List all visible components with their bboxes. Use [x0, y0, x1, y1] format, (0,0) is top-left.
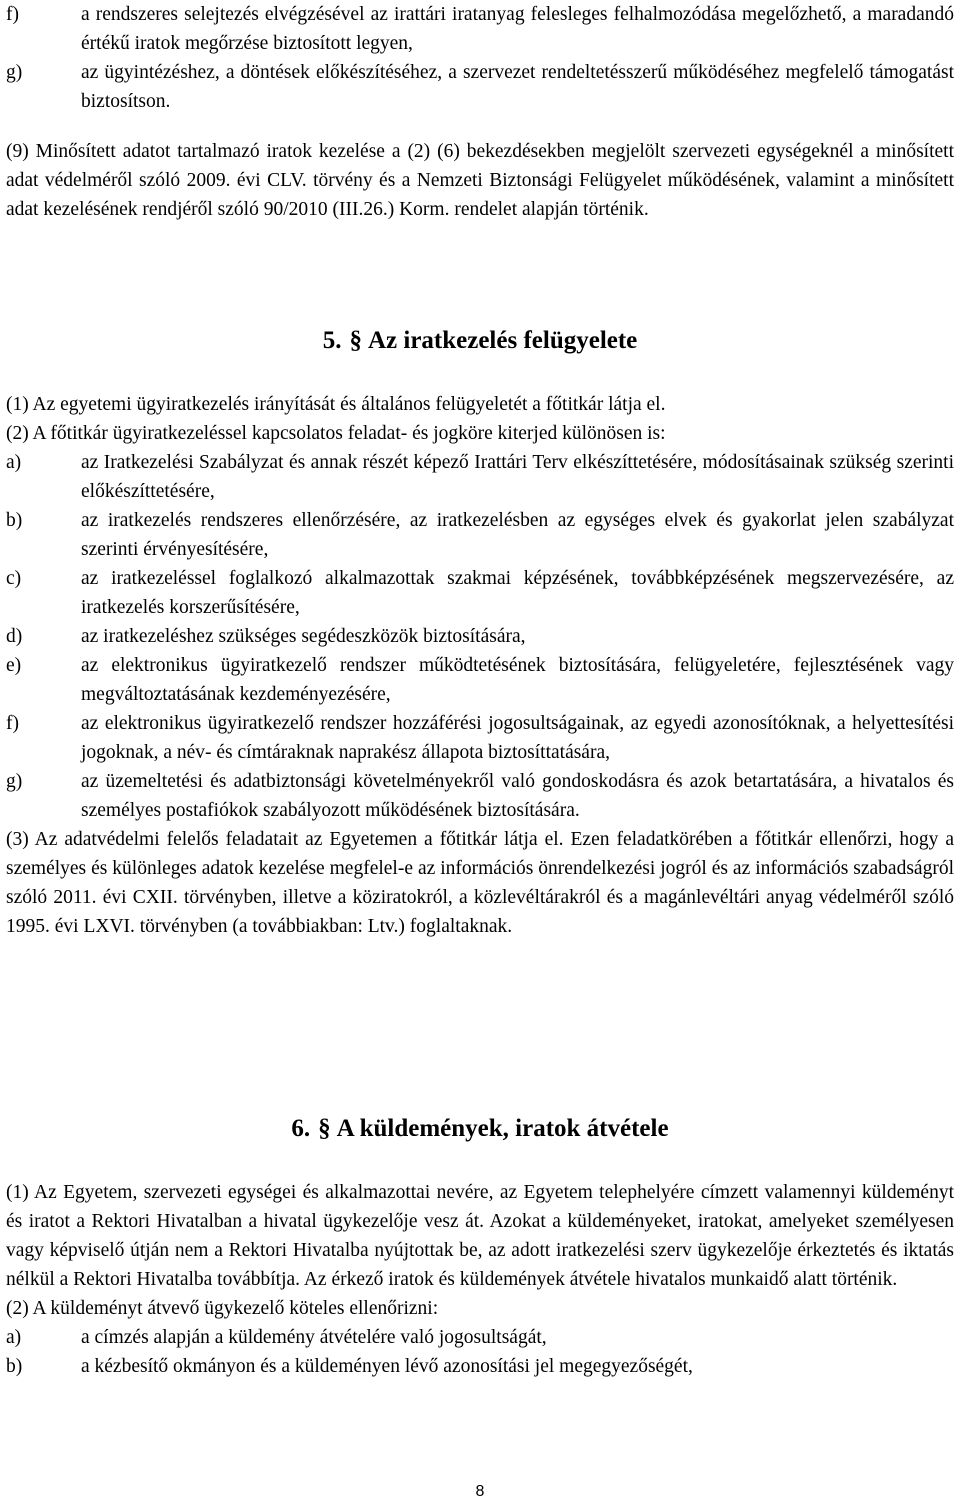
list-item [6, 564, 954, 622]
section-title: A küldemények, iratok átvétele [336, 1115, 669, 1142]
item-label: a) [6, 1327, 22, 1348]
item-text: az ügyintézéshez, a döntések előkészítéséhez, a szervezet rendeltetésszerű működéséhez megfelelő támogatást biztosítson. [81, 62, 954, 112]
item-text: az elektronikus ügyiratkezelő rendszer hozzáférési jogosultságainak, az egyedi azonosítóknak, a helyettesítési jogoknak, a név- és címtáraknak naprakész állapota biztosíttatására, [81, 713, 954, 763]
item-label: b) [6, 510, 23, 531]
item-text: a kézbesítő okmányon és a küldeményen lévő azonosítási jel megegyezőségét, [81, 1356, 693, 1377]
section-6-body [6, 1178, 954, 1381]
item-text: az iratkezeléssel foglalkozó alkalmazottak szakmai képzésének, továbbképzésének megszervezésére, az iratkezelés korszerűsítésére, [81, 568, 954, 618]
item-text: az üzemeltetési és adatbiztonsági követelményekről való gondoskodásra és azok betartatására, a hivatalos és személyes postafiókok szabályozott működésének biztosítására. [81, 771, 954, 821]
item-label: g) [6, 771, 23, 792]
section-5-paragraph-2: (2) A főtitkár ügyiratkezeléssel kapcsolatos feladat- és jogköre kiterjed különösen is: [6, 423, 666, 444]
item-label: b) [6, 1356, 23, 1377]
item-text: az iratkezeléshez szükséges segédeszközök biztosítására, [81, 626, 526, 647]
item-text: az Iratkezelési Szabályzat és annak részét képező Irattári Terv elkészíttetésére, módosításainak szükség szerinti előkészíttetésére, [81, 452, 954, 502]
section-symbol: § [349, 327, 362, 354]
section-title: Az iratkezelés felügyelete [367, 327, 638, 354]
item-label: a) [6, 452, 22, 473]
item-label: g) [6, 62, 23, 83]
section-number: 6. [291, 1115, 311, 1142]
item-label: f) [6, 713, 19, 734]
list-item [6, 1352, 954, 1381]
item-label: f) [6, 4, 19, 25]
section-5-heading [6, 326, 954, 355]
list-item [6, 651, 954, 709]
list-item [6, 622, 954, 651]
section-5-paragraph-1: (1) Az egyetemi ügyiratkezelés irányítását és általános felügyeletét a főtitkár látja el. [6, 394, 666, 415]
list-item [6, 448, 954, 506]
list-item [6, 0, 954, 58]
section-symbol: § [318, 1115, 331, 1142]
paragraph-9: (9) Minősített adatot tartalmazó iratok kezelése a (2) (6) bekezdésekben megjelölt szervezeti egységeknél a minősített adat védelméről szóló 2009. évi CLV. törvény és a Nemzeti Biztonsági Felügyelet működésének, valamint a minősített adat kezelésének rendjéről szóló 90/2010 (III.26.) Korm. rendelet alapján történik. [6, 141, 954, 220]
page-number: 8 [475, 1483, 485, 1500]
list-item [6, 709, 954, 767]
list-item [6, 506, 954, 564]
item-label: e) [6, 655, 22, 676]
item-text: az elektronikus ügyiratkezelő rendszer működtetésének biztosítására, felügyeletére, fejlesztésének vagy megváltoztatásának kezdeményezésére, [81, 655, 954, 705]
item-text: az iratkezelés rendszeres ellenőrzésére, az iratkezelésben az egységes elvek és gyakorlat jelen szabályzat szerinti érvényesítésére, [81, 510, 954, 560]
section-6-paragraph-1: (1) Az Egyetem, szervezeti egységei és alkalmazottai nevére, az Egyetem telephelyére címzett valamennyi küldeményt és iratot a Rektori Hivatalban a hivatal ügykezelője vesz át. Azokat a küldeményeket, iratokat, amelyeket személyesen vagy képviselő útján nem a Rektori Hivatalba nyújtottak be, az adott iratkezelési szerv ügykezelője érkeztetés és iktatás nélkül a Rektori Hivatalba továbbítja. Az érkező iratok és küldemények átvétele hivatalos munkaidő alatt történik. [6, 1182, 954, 1290]
top-list [6, 0, 954, 116]
section-number: 5. [322, 327, 342, 354]
item-text: a rendszeres selejtezés elvégzésével az irattári iratanyag felesleges felhalmozódása megelőzhető, a maradandó értékű iratok megőrzése biztosított legyen, [81, 4, 954, 54]
section-5-paragraph-3: (3) Az adatvédelmi felelős feladatait az Egyetemen a főtitkár látja el. Ezen feladatkörében a főtitkár ellenőrzi, hogy a személyes és különleges adatok kezelése megfelel-e az információs önrendelkezési jogról és az információs szabadságról szóló 2011. évi CXII. törvényben, illetve a köziratokról, a közlevéltárakról és a magánlevéltári anyag védelméről szóló 1995. évi LXVI. törvényben (a továbbiakban: Ltv.) foglaltaknak. [6, 829, 954, 937]
list-item [6, 1323, 954, 1352]
section-6-heading [6, 1114, 954, 1143]
section-5-body [6, 390, 954, 941]
item-label: c) [6, 568, 22, 589]
section-6-paragraph-2: (2) A küldeményt átvevő ügykezelő köteles ellenőrizni: [6, 1298, 439, 1319]
item-label: d) [6, 626, 23, 647]
item-text: a címzés alapján a küldemény átvételére való jogosultságát, [81, 1327, 547, 1348]
list-item [6, 767, 954, 825]
list-item [6, 58, 954, 116]
